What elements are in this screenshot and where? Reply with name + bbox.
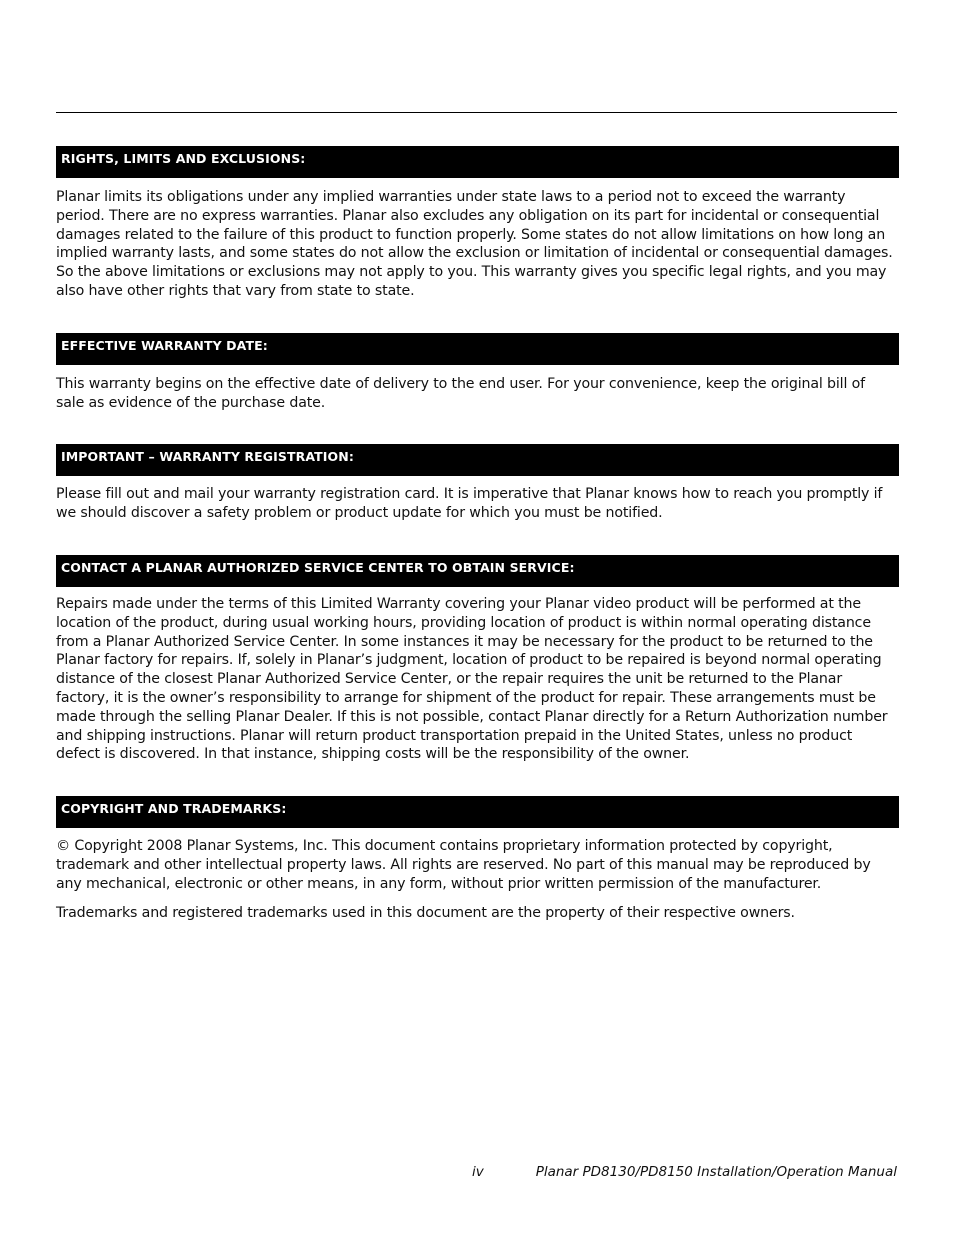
header-rule bbox=[56, 112, 897, 113]
section-paragraph: Planar limits its obligations under any implied warranties under state laws to a period not to exceed the warranty period. There are no express warranties. Planar also excludes any obligation on its part for incidental or consequential damages related to the failure of this product to function properly. Some states do not allow limitations on how long an implied warranty lasts, and some states do not allow the exclusion or limitation of incidental or consequential damages. So the above limitations or exclusions may not apply to you. This warranty gives you specific legal rights, and you may also have other rights that vary from state to state. bbox=[56, 189, 893, 299]
section-rights-limits-exclusions bbox=[56, 146, 899, 301]
section-paragraph: Trademarks and registered trademarks used in this document are the property of their respective owners. bbox=[56, 904, 795, 921]
section-heading: EFFECTIVE WARRANTY DATE: bbox=[61, 337, 268, 353]
section-heading: CONTACT A PLANAR AUTHORIZED SERVICE CENTER TO OBTAIN SERVICE: bbox=[61, 559, 575, 575]
section-effective-warranty-date bbox=[56, 333, 899, 413]
section-heading-bar bbox=[56, 146, 899, 178]
section-heading-bar bbox=[56, 796, 899, 828]
section-heading: IMPORTANT – WARRANTY REGISTRATION: bbox=[61, 449, 354, 465]
section-heading-bar bbox=[56, 555, 899, 587]
section-authorized-service-center bbox=[56, 555, 899, 764]
section-heading-bar bbox=[56, 333, 899, 365]
document-body bbox=[56, 146, 899, 922]
section-paragraph: © Copyright 2008 Planar Systems, Inc. This document contains proprietary information protected by copyright, trademark and other intellectual property laws. All rights are reserved. No part of this manual may be reproduced by any mechanical, electronic or other means, in any form, without prior written permission of the manufacturer. bbox=[56, 838, 871, 892]
section-heading: COPYRIGHT AND TRADEMARKS: bbox=[61, 801, 287, 817]
section-paragraph: This warranty begins on the effective date of delivery to the end user. For your convenience, keep the original bill of sale as evidence of the purchase date. bbox=[56, 375, 865, 411]
section-warranty-registration bbox=[56, 444, 899, 523]
page-number: iv bbox=[472, 1164, 484, 1180]
section-heading: RIGHTS, LIMITS AND EXCLUSIONS: bbox=[61, 151, 306, 166]
section-copyright-trademarks bbox=[56, 796, 899, 922]
section-paragraph: Repairs made under the terms of this Limited Warranty covering your Planar video product will be performed at the location of the product, during usual working hours, providing location of product is within normal operating distance from a Planar Authorized Service Center. In some instances it may be necessary for the product to be returned to the Planar factory for repairs. If, solely in Planar’s judgment, location of product to be repaired is beyond normal operating distance of the closest Planar Authorized Service Center, or the repair requires the unit be returned to the Planar factory, it is the owner’s responsibility to arrange for shipment of the product for repair. These arrangements must be made through the selling Planar Dealer. If this is not possible, contact Planar directly for a Return Authorization number and shipping instructions. Planar will return product transportation prepaid in the United States, unless no product defect is discovered. In that instance, shipping costs will be the responsibility of the owner. bbox=[56, 595, 888, 763]
section-paragraph: Please fill out and mail your warranty registration card. It is imperative that Planar knows how to reach you promptly if we should discover a safety problem or product update for which you must be notified. bbox=[56, 486, 883, 522]
section-heading-bar bbox=[56, 444, 899, 476]
manual-title: Planar PD8130/PD8150 Installation/Operation Manual bbox=[535, 1164, 897, 1180]
